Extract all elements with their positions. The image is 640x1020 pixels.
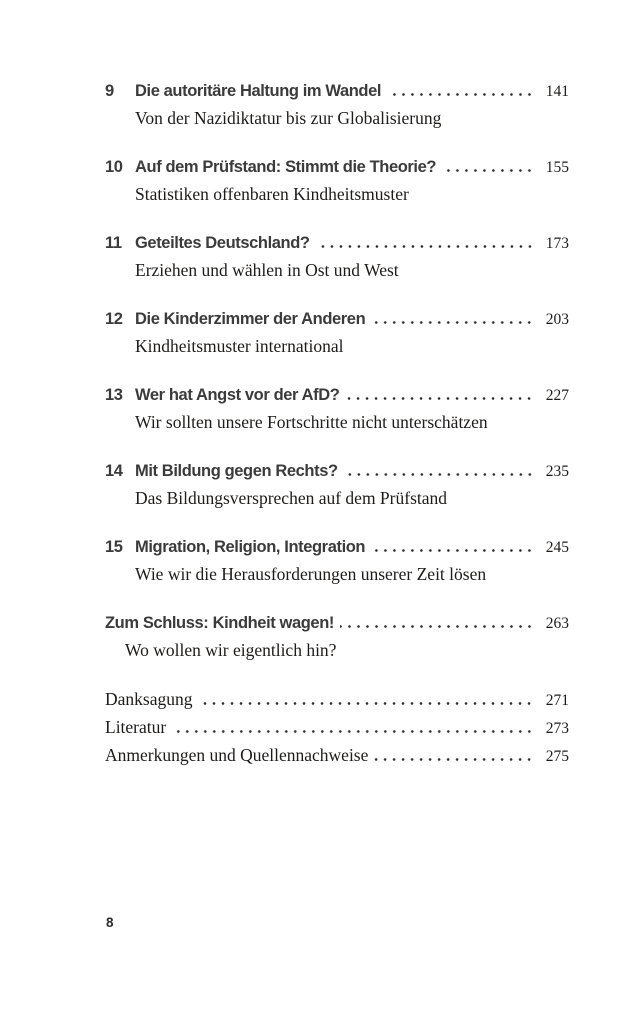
backmatter-section bbox=[105, 686, 569, 770]
toc-entry-row bbox=[105, 230, 569, 257]
backmatter-label: Literatur bbox=[105, 717, 167, 737]
dot-leader bbox=[442, 169, 534, 172]
toc-entry-row bbox=[105, 534, 569, 561]
backmatter-item bbox=[105, 742, 569, 770]
toc-entry bbox=[105, 78, 569, 132]
chapter-title: Die autoritäre Haltung im Wandel bbox=[135, 82, 382, 100]
dot-leader bbox=[345, 397, 534, 400]
chapter-subtitle: Statistiken offenbaren Kindheitsmuster bbox=[135, 184, 409, 204]
folio-page-number: 8 bbox=[106, 915, 114, 930]
toc-entry-row bbox=[105, 458, 569, 485]
chapter-subtitle: Wir sollten unsere Fortschritte nicht unterschätzen bbox=[135, 412, 488, 432]
dot-leader bbox=[371, 321, 534, 324]
page-reference: 245 bbox=[545, 539, 569, 556]
toc-entry-row bbox=[105, 78, 569, 105]
backmatter-item bbox=[105, 686, 569, 714]
chapter-title: Mit Bildung gegen Rechts? bbox=[135, 462, 338, 480]
toc-entry bbox=[105, 382, 569, 436]
dot-leader bbox=[387, 93, 534, 96]
chapter-number: 15 bbox=[105, 538, 123, 556]
dot-leader bbox=[316, 245, 534, 248]
chapter-title: Wer hat Angst vor der AfD? bbox=[135, 386, 340, 404]
dot-leader bbox=[374, 758, 534, 761]
chapter-subtitle: Kindheitsmuster international bbox=[135, 336, 344, 356]
dot-leader bbox=[371, 549, 534, 552]
chapter-title: Auf dem Prüfstand: Stimmt die Theorie? bbox=[135, 158, 437, 176]
toc-entry-row bbox=[105, 306, 569, 333]
toc-entry bbox=[105, 306, 569, 360]
page-reference: 271 bbox=[545, 692, 569, 709]
toc-entry bbox=[105, 154, 569, 208]
backmatter-item bbox=[105, 714, 569, 742]
page-reference: 203 bbox=[545, 311, 569, 328]
table-of-contents bbox=[105, 78, 569, 770]
toc-entry-row bbox=[105, 382, 569, 409]
toc-entry bbox=[105, 534, 569, 588]
chapter-number: 13 bbox=[105, 386, 123, 404]
page-reference: 173 bbox=[545, 235, 569, 252]
closing-subtitle: Wo wollen wir eigentlich hin? bbox=[125, 640, 337, 660]
chapter-subtitle: Erziehen und wählen in Ost und West bbox=[135, 260, 399, 280]
chapter-subtitle: Wie wir die Herausforderungen unserer Zeit lösen bbox=[135, 564, 487, 584]
dot-leader bbox=[198, 702, 534, 705]
toc-entry-row bbox=[105, 154, 569, 181]
closing-entry bbox=[105, 610, 569, 664]
dot-leader bbox=[340, 625, 534, 628]
toc-entry-row bbox=[105, 610, 569, 637]
chapter-title: Geteiltes Deutschland? bbox=[135, 234, 310, 252]
dot-leader bbox=[172, 730, 534, 733]
chapter-number: 14 bbox=[105, 462, 123, 480]
page-reference: 275 bbox=[545, 748, 569, 765]
page-reference: 263 bbox=[545, 615, 569, 632]
chapter-number: 9 bbox=[105, 82, 114, 100]
page-reference: 273 bbox=[545, 720, 569, 737]
page-reference: 227 bbox=[545, 387, 569, 404]
chapter-subtitle: Das Bildungsversprechen auf dem Prüfstand bbox=[135, 488, 448, 508]
chapter-number: 10 bbox=[105, 158, 123, 176]
chapter-title: Migration, Religion, Integration bbox=[135, 538, 366, 556]
chapter-number: 11 bbox=[105, 234, 122, 252]
closing-title: Zum Schluss: Kindheit wagen! bbox=[105, 614, 334, 632]
chapter-title: Die Kinderzimmer der Anderen bbox=[135, 310, 366, 328]
page-reference: 141 bbox=[545, 83, 569, 100]
page-reference: 155 bbox=[545, 159, 569, 176]
dot-leader bbox=[344, 473, 534, 476]
backmatter-label: Danksagung bbox=[105, 689, 193, 709]
chapter-subtitle: Von der Nazidiktatur bis zur Globalisierung bbox=[135, 108, 442, 128]
chapter-number: 12 bbox=[105, 310, 123, 328]
page-reference: 235 bbox=[545, 463, 569, 480]
toc-entry bbox=[105, 458, 569, 512]
toc-entry bbox=[105, 230, 569, 284]
backmatter-label: Anmerkungen und Quellennachweise bbox=[105, 745, 369, 765]
